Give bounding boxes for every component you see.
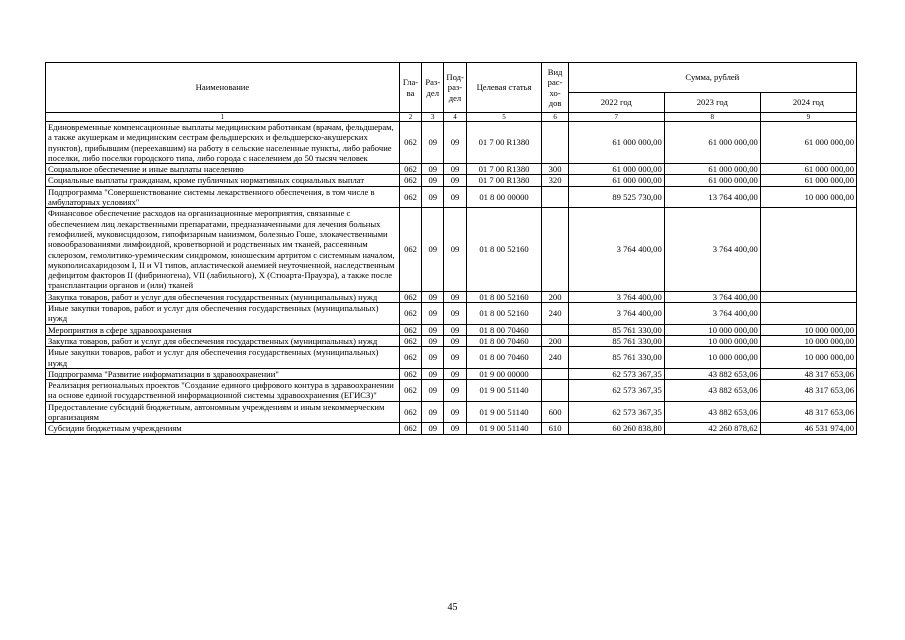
budget-table bbox=[45, 62, 857, 435]
row-sum-2022: 85 761 330,00 bbox=[568, 335, 664, 346]
column-number: 2 bbox=[399, 113, 421, 122]
row-glava: 062 bbox=[399, 347, 421, 369]
row-glava: 062 bbox=[399, 368, 421, 379]
column-number: 6 bbox=[542, 113, 568, 122]
row-sum-2024: 48 317 653,06 bbox=[760, 368, 856, 379]
row-glava: 062 bbox=[399, 423, 421, 434]
row-sum-2023: 3 764 400,00 bbox=[664, 291, 760, 302]
table-row bbox=[46, 303, 857, 325]
row-razdel: 09 bbox=[422, 186, 444, 208]
row-celevaya: 01 7 00 R1380 bbox=[466, 164, 542, 175]
row-name: Иные закупки товаров, работ и услуг для обеспечения государственных (муниципальных) нужд bbox=[46, 347, 400, 369]
row-glava: 062 bbox=[399, 208, 421, 291]
row-podrazdel: 09 bbox=[444, 208, 466, 291]
row-razdel: 09 bbox=[422, 347, 444, 369]
row-sum-2022: 61 000 000,00 bbox=[568, 122, 664, 164]
row-glava: 062 bbox=[399, 122, 421, 164]
table-body bbox=[46, 122, 857, 435]
column-number-row bbox=[46, 113, 857, 122]
row-sum-2023: 61 000 000,00 bbox=[664, 122, 760, 164]
row-vid: 200 bbox=[542, 335, 568, 346]
row-sum-2022: 3 764 400,00 bbox=[568, 208, 664, 291]
row-vid bbox=[542, 368, 568, 379]
row-sum-2023: 43 882 653,06 bbox=[664, 368, 760, 379]
row-sum-2023: 43 882 653,06 bbox=[664, 380, 760, 402]
column-number: 5 bbox=[466, 113, 542, 122]
row-vid bbox=[542, 186, 568, 208]
row-vid: 200 bbox=[542, 291, 568, 302]
table-row bbox=[46, 291, 857, 302]
row-sum-2024 bbox=[760, 291, 856, 302]
row-podrazdel: 09 bbox=[444, 401, 466, 423]
row-sum-2023: 43 882 653,06 bbox=[664, 401, 760, 423]
column-number: 3 bbox=[422, 113, 444, 122]
row-sum-2024: 61 000 000,00 bbox=[760, 122, 856, 164]
row-celevaya: 01 8 00 70460 bbox=[466, 347, 542, 369]
header-year-2022: 2022 год bbox=[568, 93, 664, 113]
row-sum-2022: 3 764 400,00 bbox=[568, 291, 664, 302]
column-number: 4 bbox=[444, 113, 466, 122]
page-number: 45 bbox=[447, 602, 458, 613]
table-row bbox=[46, 380, 857, 402]
row-sum-2022: 89 525 730,00 bbox=[568, 186, 664, 208]
row-sum-2022: 85 761 330,00 bbox=[568, 324, 664, 335]
row-podrazdel: 09 bbox=[444, 380, 466, 402]
header-year-2024: 2024 год bbox=[760, 93, 856, 113]
row-sum-2024: 61 000 000,00 bbox=[760, 164, 856, 175]
header-vid: Вид рас-хо-дов bbox=[542, 63, 568, 113]
row-razdel: 09 bbox=[422, 175, 444, 186]
row-name: Реализация региональных проектов "Создание единого цифрового контура в здравоохранении на основе единой государственной информационной системы здравоохранения (ЕГИСЗ)" bbox=[46, 380, 400, 402]
row-razdel: 09 bbox=[422, 335, 444, 346]
row-name: Мероприятия в сфере здравоохранения bbox=[46, 324, 400, 335]
row-sum-2024: 46 531 974,00 bbox=[760, 423, 856, 434]
row-sum-2023: 3 764 400,00 bbox=[664, 303, 760, 325]
row-sum-2024: 61 000 000,00 bbox=[760, 175, 856, 186]
row-sum-2022: 61 000 000,00 bbox=[568, 175, 664, 186]
table-row bbox=[46, 175, 857, 186]
table-row bbox=[46, 186, 857, 208]
row-glava: 062 bbox=[399, 164, 421, 175]
row-razdel: 09 bbox=[422, 380, 444, 402]
row-podrazdel: 09 bbox=[444, 324, 466, 335]
row-sum-2024: 48 317 653,06 bbox=[760, 401, 856, 423]
row-vid: 610 bbox=[542, 423, 568, 434]
header-celevaya: Целевая статья bbox=[466, 63, 542, 113]
row-podrazdel: 09 bbox=[444, 303, 466, 325]
row-podrazdel: 09 bbox=[444, 291, 466, 302]
table-header bbox=[46, 63, 857, 122]
table-row bbox=[46, 401, 857, 423]
row-razdel: 09 bbox=[422, 291, 444, 302]
row-podrazdel: 09 bbox=[444, 347, 466, 369]
row-razdel: 09 bbox=[422, 368, 444, 379]
row-celevaya: 01 9 00 51140 bbox=[466, 423, 542, 434]
row-celevaya: 01 8 00 70460 bbox=[466, 335, 542, 346]
row-glava: 062 bbox=[399, 175, 421, 186]
row-sum-2023: 3 764 400,00 bbox=[664, 208, 760, 291]
row-celevaya: 01 7 00 R1380 bbox=[466, 175, 542, 186]
table-row bbox=[46, 423, 857, 434]
row-sum-2023: 10 000 000,00 bbox=[664, 335, 760, 346]
row-sum-2022: 62 573 367,35 bbox=[568, 401, 664, 423]
row-sum-2023: 61 000 000,00 bbox=[664, 175, 760, 186]
row-sum-2024 bbox=[760, 208, 856, 291]
table-row bbox=[46, 164, 857, 175]
row-name: Закупка товаров, работ и услуг для обеспечения государственных (муниципальных) нужд bbox=[46, 335, 400, 346]
row-glava: 062 bbox=[399, 335, 421, 346]
row-sum-2022: 61 000 000,00 bbox=[568, 164, 664, 175]
row-sum-2024: 10 000 000,00 bbox=[760, 335, 856, 346]
row-razdel: 09 bbox=[422, 303, 444, 325]
row-razdel: 09 bbox=[422, 122, 444, 164]
row-glava: 062 bbox=[399, 186, 421, 208]
table-row bbox=[46, 122, 857, 164]
table-row bbox=[46, 324, 857, 335]
header-summa: Сумма, рублей bbox=[568, 63, 856, 93]
row-vid: 240 bbox=[542, 347, 568, 369]
row-glava: 062 bbox=[399, 303, 421, 325]
row-sum-2023: 42 260 878,62 bbox=[664, 423, 760, 434]
row-podrazdel: 09 bbox=[444, 368, 466, 379]
row-celevaya: 01 9 00 51140 bbox=[466, 380, 542, 402]
row-sum-2023: 13 764 400,00 bbox=[664, 186, 760, 208]
column-number: 9 bbox=[760, 113, 856, 122]
row-vid: 240 bbox=[542, 303, 568, 325]
row-glava: 062 bbox=[399, 401, 421, 423]
row-sum-2023: 10 000 000,00 bbox=[664, 347, 760, 369]
row-glava: 062 bbox=[399, 291, 421, 302]
row-sum-2024: 48 317 653,06 bbox=[760, 380, 856, 402]
row-vid bbox=[542, 122, 568, 164]
row-name: Закупка товаров, работ и услуг для обеспечения государственных (муниципальных) нужд bbox=[46, 291, 400, 302]
row-celevaya: 01 8 00 70460 bbox=[466, 324, 542, 335]
row-sum-2022: 60 260 838,80 bbox=[568, 423, 664, 434]
row-razdel: 09 bbox=[422, 208, 444, 291]
row-vid bbox=[542, 324, 568, 335]
row-name: Единовременные компенсационные выплаты медицинским работникам (врачам, фельдшерам, а также акушеркам и медицинским сестрам фельдшерских и фельдшерско-акушерских пунктов), прибывшим (переехавшим) на работу в сельские населенные пункты, либо рабочие поселки, либо поселки городского типа, либо города с населением до 50 тысяч человек bbox=[46, 122, 400, 164]
row-razdel: 09 bbox=[422, 164, 444, 175]
row-sum-2022: 85 761 330,00 bbox=[568, 347, 664, 369]
row-razdel: 09 bbox=[422, 324, 444, 335]
row-podrazdel: 09 bbox=[444, 335, 466, 346]
row-sum-2024: 10 000 000,00 bbox=[760, 324, 856, 335]
column-number: 7 bbox=[568, 113, 664, 122]
row-sum-2024: 10 000 000,00 bbox=[760, 186, 856, 208]
row-vid: 320 bbox=[542, 175, 568, 186]
row-name: Финансовое обеспечение расходов на организационные мероприятия, связанные с обеспечением лиц лекарственными препаратами, предназначенными для лечения больных гемофилией, муковисцидозом, гипофизарным нанизмом, болезнью Гоше, злокачественными новообразованиями лимфоидной, кроветворной и родственных им тканей, рассеянным склерозом, гемолитико-уремическим синдромом, юношеским артритом с системным началом, мукополисахаридозом I, II и VI типов, апластической анемией неуточненной, наследственным дефицитом факторов II (фибриногена), VII (лабильного), X (Стюарта-Прауэра), а также после трансплантации органов и (или) тканей bbox=[46, 208, 400, 291]
header-year-2023: 2023 год bbox=[664, 93, 760, 113]
row-sum-2022: 62 573 367,35 bbox=[568, 368, 664, 379]
row-podrazdel: 09 bbox=[444, 175, 466, 186]
row-name: Социальные выплаты гражданам, кроме публичных нормативных социальных выплат bbox=[46, 175, 400, 186]
row-celevaya: 01 8 00 52160 bbox=[466, 291, 542, 302]
row-celevaya: 01 9 00 51140 bbox=[466, 401, 542, 423]
row-podrazdel: 09 bbox=[444, 164, 466, 175]
row-podrazdel: 09 bbox=[444, 122, 466, 164]
row-sum-2023: 61 000 000,00 bbox=[664, 164, 760, 175]
row-glava: 062 bbox=[399, 380, 421, 402]
row-glava: 062 bbox=[399, 324, 421, 335]
row-vid: 300 bbox=[542, 164, 568, 175]
row-name: Подпрограмма "Совершенствование системы лекарственного обеспечения, в том числе в амбулаторных условиях" bbox=[46, 186, 400, 208]
row-celevaya: 01 9 00 00000 bbox=[466, 368, 542, 379]
table-row bbox=[46, 347, 857, 369]
row-celevaya: 01 8 00 00000 bbox=[466, 186, 542, 208]
table-row bbox=[46, 368, 857, 379]
table-row bbox=[46, 335, 857, 346]
row-name: Субсидии бюджетным учреждениям bbox=[46, 423, 400, 434]
row-name: Предоставление субсидий бюджетным, автономным учреждениям и иным некоммерческим организациям bbox=[46, 401, 400, 423]
row-sum-2024: 10 000 000,00 bbox=[760, 347, 856, 369]
row-razdel: 09 bbox=[422, 423, 444, 434]
row-vid: 600 bbox=[542, 401, 568, 423]
row-sum-2022: 3 764 400,00 bbox=[568, 303, 664, 325]
row-celevaya: 01 7 00 R1380 bbox=[466, 122, 542, 164]
column-number: 8 bbox=[664, 113, 760, 122]
header-glava: Гла-ва bbox=[399, 63, 421, 113]
row-name: Иные закупки товаров, работ и услуг для обеспечения государственных (муниципальных) нужд bbox=[46, 303, 400, 325]
column-number: 1 bbox=[46, 113, 400, 122]
header-name: Наименование bbox=[46, 63, 400, 113]
row-sum-2022: 62 573 367,35 bbox=[568, 380, 664, 402]
row-sum-2023: 10 000 000,00 bbox=[664, 324, 760, 335]
row-podrazdel: 09 bbox=[444, 423, 466, 434]
header-razdel: Раз-дел bbox=[422, 63, 444, 113]
row-celevaya: 01 8 00 52160 bbox=[466, 303, 542, 325]
row-celevaya: 01 8 00 52160 bbox=[466, 208, 542, 291]
row-vid bbox=[542, 380, 568, 402]
row-vid bbox=[542, 208, 568, 291]
row-razdel: 09 bbox=[422, 401, 444, 423]
row-podrazdel: 09 bbox=[444, 186, 466, 208]
header-podrazdel: Под-раз-дел bbox=[444, 63, 466, 113]
row-sum-2024 bbox=[760, 303, 856, 325]
table-row bbox=[46, 208, 857, 291]
row-name: Социальное обеспечение и иные выплаты населению bbox=[46, 164, 400, 175]
row-name: Подпрограмма "Развитие информатизации в здравоохранении" bbox=[46, 368, 400, 379]
